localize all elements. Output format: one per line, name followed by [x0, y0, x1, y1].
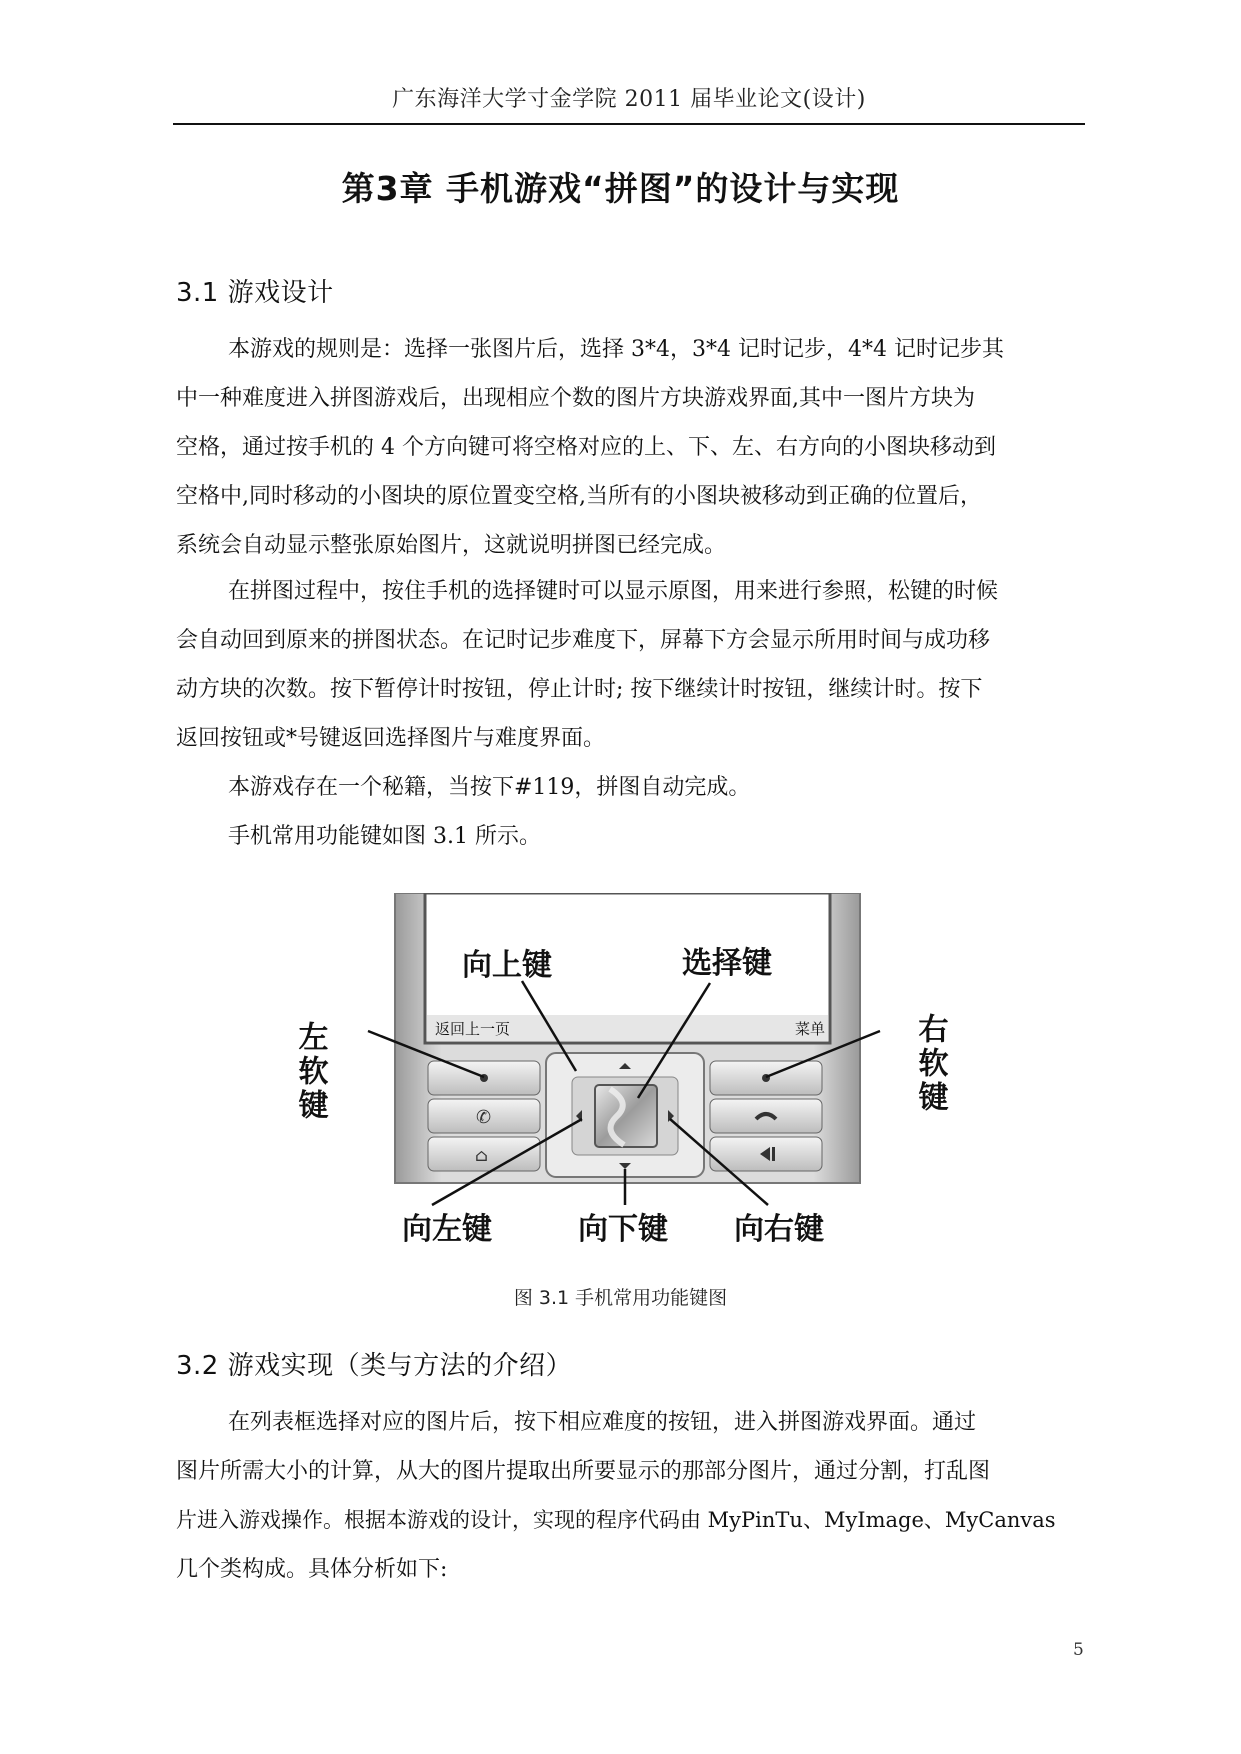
section-heading-3-2: 3.2 游戏实现（类与方法的介绍） — [176, 1351, 573, 1381]
label-down-key: 向下键 — [578, 1212, 668, 1247]
phone-keys-diagram — [290, 893, 970, 1263]
section1-paragraph-4 — [176, 812, 1084, 861]
screen-right-label: 菜单 — [795, 1020, 826, 1038]
label-left-key: 向左键 — [402, 1212, 492, 1247]
label-right-soft-key: 右软键 — [912, 1013, 948, 1115]
section1-paragraph-1 — [176, 325, 1084, 570]
section-heading-3-1: 3.1 游戏设计 — [176, 278, 334, 308]
text-line: 动方块的次数。按下暂停计时按钮，停止计时; 按下继续计时按钮，继续计时。按下 — [176, 677, 983, 702]
text-line: 在列表框选择对应的图片后，按下相应难度的按钮，进入拼图游戏界面。通过 — [228, 1410, 977, 1435]
text-line: 手机常用功能键如图 3.1 所示。 — [228, 824, 541, 849]
label-left-soft-key: 左软键 — [292, 1021, 328, 1123]
text-line: 返回按钮或*号键返回选择图片与难度界面。 — [176, 726, 606, 751]
back-icon-bar — [772, 1147, 775, 1161]
text-line: 几个类构成。具体分析如下: — [176, 1557, 448, 1582]
text-line: 空格，通过按手机的 4 个方向键可将空格对应的上、下、左、右方向的小图块移动到 — [176, 435, 996, 460]
text-line: 本游戏存在一个秘籍，当按下#119，拼图自动完成。 — [228, 775, 751, 800]
section1-paragraph-2 — [176, 567, 1084, 763]
page-number: 5 — [1073, 1640, 1084, 1660]
chapter-title: 第3章 手机游戏“拼图”的设计与实现 — [341, 169, 900, 208]
figure-caption: 图 3.1 手机常用功能键图 — [513, 1287, 728, 1309]
label-up-key: 向上键 — [462, 948, 552, 983]
section1-paragraph-3 — [176, 763, 1084, 812]
page-header: 广东海洋大学寸金学院 2011 届毕业论文(设计) — [392, 87, 866, 112]
text-line: 本游戏的规则是：选择一张图片后，选择 3*4，3*4 记时记步，4*4 记时记步其 — [228, 337, 1004, 362]
phone-keys-figure — [290, 893, 970, 1263]
text-line: 片进入游戏操作。根据本游戏的设计，实现的程序代码由 MyPinTu、MyImage、MyCanvas — [176, 1508, 1056, 1532]
text-line: 空格中,同时移动的小图块的原位置变空格,当所有的小图块被移动到正确的位置后， — [176, 484, 982, 509]
screen-left-label: 返回上一页 — [435, 1020, 511, 1038]
section2-paragraph-1 — [176, 1398, 1084, 1594]
select-key — [595, 1085, 657, 1147]
label-right-key: 向右键 — [734, 1212, 824, 1247]
text-line: 系统会自动显示整张原始图片，这就说明拼图已经完成。 — [176, 533, 727, 558]
label-select-key: 选择键 — [682, 946, 772, 981]
text-line: 在拼图过程中，按住手机的选择键时可以显示原图，用来进行参照，松键的时候 — [228, 579, 999, 604]
header-rule — [173, 123, 1085, 125]
text-line: 会自动回到原来的拼图状态。在记时记步难度下，屏幕下方会显示所用时间与成功移 — [176, 628, 991, 653]
text-line: 图片所需大小的计算，从大的图片提取出所要显示的那部分图片，通过分割，打乱图 — [176, 1459, 991, 1484]
text-line: 中一种难度进入拼图游戏后，出现相应个数的图片方块游戏界面,其中一图片方块为 — [176, 386, 975, 411]
home-icon: ⌂ — [475, 1146, 488, 1166]
phone-icon: ✆ — [476, 1107, 492, 1128]
